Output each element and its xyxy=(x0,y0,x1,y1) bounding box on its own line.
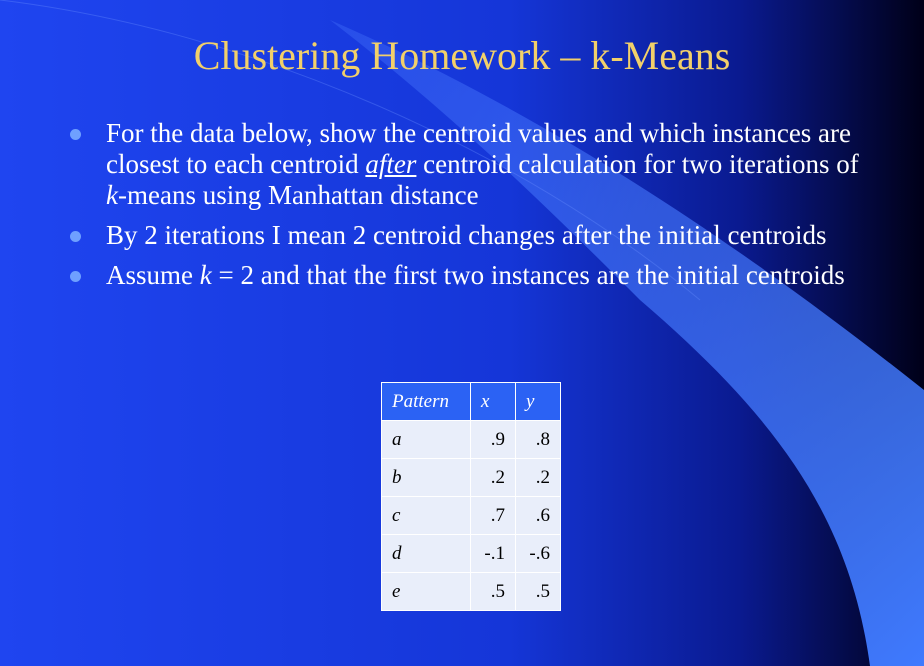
cell-pattern: e xyxy=(382,573,471,611)
bullet-dot-icon xyxy=(70,271,81,282)
cell-y: .5 xyxy=(516,573,561,611)
emphasis-k: k xyxy=(199,260,212,290)
table-row xyxy=(382,573,561,611)
slide-title: Clustering Homework – k-Means xyxy=(193,33,731,78)
cell-x: .2 xyxy=(471,459,516,497)
data-table xyxy=(381,382,561,611)
table-row xyxy=(382,459,561,497)
cell-x: .9 xyxy=(471,421,516,459)
cell-y: .6 xyxy=(516,497,561,535)
header-pattern: Pattern xyxy=(382,383,471,421)
bullet-item: By 2 iterations I mean 2 centroid changes after the initial centroids xyxy=(70,220,870,251)
cell-y: .8 xyxy=(516,421,561,459)
bullet-item: For the data below, show the centroid values and which instances are closest to each centroid after centroid calculation for two iterations of k-means using Manhattan distance xyxy=(70,118,870,211)
bullet-dot-icon xyxy=(70,231,81,242)
header-x: x xyxy=(471,383,516,421)
cell-y: -.6 xyxy=(516,535,561,573)
emphasis-after: after xyxy=(365,149,417,179)
table-row xyxy=(382,535,561,573)
cell-x: .5 xyxy=(471,573,516,611)
cell-pattern: a xyxy=(382,421,471,459)
cell-x: .7 xyxy=(471,497,516,535)
cell-pattern: c xyxy=(382,497,471,535)
bullet-dot-icon xyxy=(70,129,81,140)
table-row xyxy=(382,497,561,535)
cell-pattern: b xyxy=(382,459,471,497)
bullet-item: Assume k = 2 and that the first two instances are the initial centroids xyxy=(70,260,870,291)
cell-y: .2 xyxy=(516,459,561,497)
bullet-list xyxy=(70,118,870,300)
emphasis-k: k xyxy=(106,180,118,210)
cell-x: -.1 xyxy=(471,535,516,573)
cell-pattern: d xyxy=(382,535,471,573)
table-row xyxy=(382,421,561,459)
header-y: y xyxy=(516,383,561,421)
table-header-row xyxy=(382,383,561,421)
